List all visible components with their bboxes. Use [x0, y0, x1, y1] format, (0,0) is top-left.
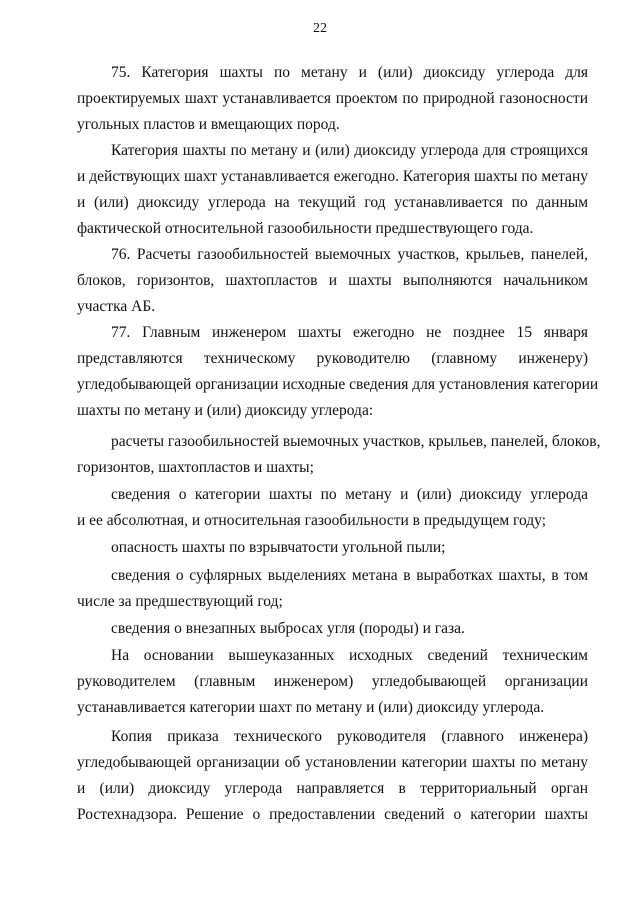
text-line: числе за предшествующий год; [77, 593, 283, 610]
text-line: руководителем (главным инженером) угледобывающей организации [77, 673, 588, 690]
text-line: и ее абсолютная, и относительная газообильности в предыдущем году; [77, 512, 547, 529]
text-line: Копия приказа технического руководителя (главного инженера) [111, 728, 588, 745]
text-line: блоков, горизонтов, шахтопластов и шахты выполняются начальником [77, 272, 588, 289]
text-line: и действующих шахт устанавливается ежегодно. Категория шахты по метану [77, 168, 588, 185]
text-line: фактической относительной газообильности предшествующего года. [77, 220, 534, 237]
text-line: 75. Категория шахты по метану и (или) диоксиду углерода для [111, 64, 588, 81]
text-line: шахты по метану и (или) диоксиду углерода: [77, 402, 374, 419]
text-line: и (или) диоксиду углерода на текущий год устанавливается по данным [77, 194, 588, 211]
page-number: 22 [313, 21, 327, 36]
text-line: представляются техническому руководителю (главному инженеру) [77, 350, 588, 367]
text-line: Категория шахты по метану и (или) диоксиду углерода для строящихся [111, 142, 588, 159]
text-line: 77. Главным инженером шахты ежегодно не позднее 15 января [111, 324, 588, 341]
text-line: сведения о внезапных выбросах угля (породы) и газа. [111, 620, 465, 637]
text-line: Ростехнадзора. Решение о предоставлении сведений о категории шахты [77, 806, 588, 823]
text-line: опасность шахты по взрывчатости угольной пыли; [111, 539, 446, 556]
text-line: угледобывающей организации исходные сведения для установления категории [77, 376, 599, 393]
text-line: горизонтов, шахтопластов и шахты; [77, 459, 314, 476]
text-line: участка АБ. [77, 298, 156, 315]
text-line: угольных пластов и вмещающих пород. [77, 116, 340, 133]
text-line: устанавливается категории шахт по метану и (или) диоксиду углерода. [77, 699, 545, 716]
text-line: расчеты газообильностей выемочных участков, крыльев, панелей, блоков, [111, 433, 601, 450]
text-line: На основании вышеуказанных исходных сведений техническим [111, 647, 588, 664]
text-line: сведения о суфлярных выделениях метана в выработках шахты, в том [111, 567, 588, 584]
text-line: угледобывающей организации об установлении категории шахты по метану [77, 754, 588, 771]
text-line: проектируемых шахт устанавливается проектом по природной газоносности [77, 90, 588, 107]
text-line: сведения о категории шахты по метану и (или) диоксиду углерода [111, 486, 588, 503]
text-line: 76. Расчеты газообильностей выемочных участков, крыльев, панелей, [111, 246, 588, 263]
text-line: и (или) диоксиду углерода направляется в территориальный орган [77, 780, 588, 797]
